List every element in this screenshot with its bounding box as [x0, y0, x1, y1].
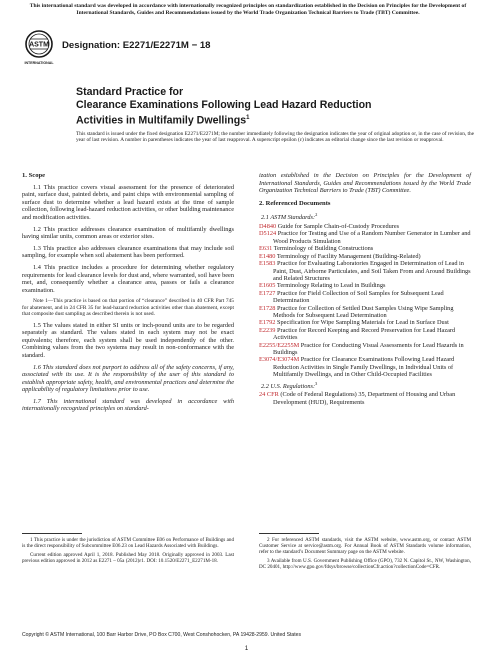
title-line-2: Clearance Examinations Following Lead Hazard Reduction	[76, 99, 372, 111]
reference-item	[259, 223, 471, 230]
designation: Designation: E2271/E2271M − 18	[62, 40, 211, 51]
title-line-3	[76, 112, 476, 128]
footnote-edition: Current edition approved April 1, 2018. Published May 2018. Originally approved in 2003. Last previous edition approved in 2012 as E2271 – 05a (2012)ε1. DOI: 10.1520/E2271_E2271M-18.	[22, 552, 234, 564]
reference-title: Practice for Evaluating Laboratories Engaged in Determination of Lead in Paint, Dust, Airborne Particulates, and Soil Taken From and Around Buildings and Related Structures	[273, 260, 471, 282]
reference-item	[259, 391, 471, 406]
astm-standards-label: 2.1 ASTM Standards:	[261, 214, 316, 222]
reference-item	[259, 290, 471, 305]
reference-title: Practice for Record Keeping and Record Preservation for Lead Hazard Activities	[273, 326, 456, 342]
right-column	[259, 172, 471, 406]
reference-code-link[interactable]: E1605	[259, 282, 276, 290]
reference-title: Practice for Conducting Visual Assessments for Lead Hazards in Buildings	[273, 341, 464, 356]
astm-standards-heading	[259, 211, 471, 222]
reference-code-link[interactable]: E631	[259, 245, 273, 253]
reference-code-link[interactable]: D4840	[259, 223, 277, 231]
note-1: Note 1—This practice is based on that portion of “clearance” described in 40 CFR Part 745 for abatement, and in 24 CFR 35 for lead-hazard reduction activities other than abatement, except that composite dust sampling as described therein is not used.	[22, 298, 234, 318]
reference-title: Practice for Clearance Examinations Following Lead Hazard Reduction Activities in Single Family Dwellings, in Individual Units of Multifamily Dwellings, and in Other Child-Occupied Facilities	[273, 356, 455, 379]
reference-item	[259, 253, 471, 260]
reference-title: Practice for Collection of Settled Dust Samples Using Wipe Sampling Methods for Subsequent Lead Determination	[273, 304, 454, 319]
paragraph-1-7-continued: ization established in the Decision on Principles for the Development of International Standards, Guides and Recommendations issued by the World Trade Organization Technical Barriers to Trade (TBT) Committee.	[259, 172, 471, 195]
reference-item	[259, 319, 471, 326]
astm-footnote-mark: 2	[315, 212, 318, 218]
referenced-documents-heading: 2. Referenced Documents	[259, 199, 331, 207]
footnote-rule-left	[22, 533, 82, 534]
reference-title: Guide for Sample Chain-of-Custody Procedures	[276, 223, 400, 231]
footnote-2: 2 For referenced ASTM standards, visit the ASTM website, www.astm.org, or contact ASTM Customer Service at service@astm.org. For Annual Book of ASTM Standards volume information, refer to the standard’s Document Summary page on the ASTM website.	[259, 537, 471, 555]
reference-code-link[interactable]: E1727	[259, 289, 276, 297]
page-number: 1	[244, 645, 249, 652]
reference-item	[259, 260, 471, 282]
footnote-3: 3 Available from U.S. Government Publishing Office (GPO), 732 N. Capitol St., NW, Washington, DC 20401, http://www.gpo.gov/fdsys/browse/collectionCfr.action?collectionCode=CFR.	[259, 558, 471, 570]
reference-title: Terminology Relating to Lead in Buildings	[275, 282, 386, 290]
us-regulations-label: 2.2 U.S. Regulations:	[261, 382, 316, 390]
reference-code-link[interactable]: E1728	[259, 304, 276, 312]
astm-reference-list	[259, 223, 471, 379]
paragraph-1-2: 1.2 This practice addresses clearance examination of multifamily dwellings having similar units, common areas or exterior sites.	[22, 225, 234, 241]
paragraph-1-1: 1.1 This practice covers visual assessment for the presence of deteriorated paint, surface dust, painted debris, and paint chips with environmental sampling of surface dust to determine whether a lead hazard exists at the time of sample collection, following lead-hazard reduction activities, or other building maintenance and modification activities.	[22, 183, 234, 221]
paragraph-1-4: 1.4 This practice includes a procedure for determining whether regulatory requirements for lead clearance levels for dust and, where warranted, soil have been met, and, consequently whether a clearance area, passes or fails a clearance examination.	[22, 263, 234, 294]
us-reference-list	[259, 391, 471, 406]
paragraph-1-3: 1.3 This practice also addresses clearance examinations that may include soil sampling, for example when soil abatement has been performed.	[22, 244, 234, 260]
wto-notice: This international standard was developed in accordance with internationally recognized principles on standardization established in the Decision on Principles for the Development of International Standards, Guides and Recommendations issued by the World Trade Organization Technical Barriers to Trade (TBT) Committee.	[29, 3, 467, 16]
copyright-line: Copyright © ASTM International, 100 Barr Harbor Drive, PO Box C700, West Conshohocken, PA 19428-2959. United States	[22, 632, 302, 638]
logo-caption: INTERNATIONAL	[24, 61, 54, 65]
footnotes-left	[22, 537, 234, 567]
reference-code-link[interactable]: E1480	[259, 252, 276, 260]
reference-item	[259, 305, 471, 320]
paragraph-1-7: 1.7 This international standard was developed in accordance with internationally recognized principles on standard-	[22, 397, 234, 413]
title-line-3-text: Activities in Multifamily Dwellings	[76, 114, 247, 127]
reference-code-link[interactable]: 24 CFR	[259, 391, 279, 399]
reference-item	[259, 327, 471, 342]
title-footnote-mark: 1	[246, 115, 250, 121]
reference-item	[259, 342, 471, 357]
reference-title: Specification for Wipe Sampling Materials for Lead in Surface Dust	[275, 319, 449, 327]
scope-heading: 1. Scope	[22, 172, 46, 179]
paragraph-1-5: 1.5 The values stated in either SI units or inch-pound units are to be regarded separately as standard. The values stated in each system may not be exact equivalents; therefore, each system shall be used independently of the other. Combining values from the two systems may result in non-conformance with the standard.	[22, 321, 234, 359]
left-column	[22, 172, 234, 417]
document-title	[76, 86, 476, 128]
us-footnote-mark: 3	[315, 380, 318, 386]
reference-item	[259, 282, 471, 289]
paragraph-1-6: 1.6 This standard does not purport to address all of the safety concerns, if any, associated with its use. It is the responsibility of the user of this standard to establish appropriate safety, health, and environmental practices and determine the applicability of regulatory limitations prior to use.	[22, 363, 234, 394]
reference-title: (Code of Federal Regulations) 35, Department of Housing and Urban Development (HUD), Requirements	[273, 391, 456, 406]
footnote-1: 1 This practice is under the jurisdiction of ASTM Committee E06 on Performance of Buildings and is the direct responsibility of Subcommittee E06.23 on Lead Hazards Associated with Buildings.	[22, 537, 234, 549]
reference-title: Terminology of Facility Management (Building-Related)	[275, 252, 421, 260]
reference-code-link[interactable]: E3074/E3074M	[259, 356, 300, 364]
astm-logo	[24, 28, 54, 68]
reference-item	[259, 356, 471, 378]
reference-title: Practice for Field Collection of Soil Samples for Subsequent Lead Determination	[273, 289, 444, 305]
footnotes-right	[259, 537, 471, 573]
us-regulations-heading	[259, 380, 471, 391]
footnote-rule-right	[259, 533, 319, 534]
title-line-1: Standard Practice for	[76, 86, 184, 98]
reference-code-link[interactable]: E2255/E2255M	[259, 341, 300, 349]
reference-code-link[interactable]: E1583	[259, 260, 276, 268]
reference-code-link[interactable]: D5124	[259, 230, 277, 238]
svg-text:ASTM: ASTM	[29, 41, 49, 49]
reference-code-link[interactable]: E1792	[259, 319, 276, 327]
issuance-statement: This standard is issued under the fixed designation E2271/E2271M; the number immediately following the designation indicates the year of original adoption or, in the case of revision, the year of last revision. A number in parentheses indicates the year of last reapproval. A superscript epsilon (ε) indicates an editorial change since the last revision or reapproval.	[76, 131, 474, 144]
reference-item	[259, 245, 471, 252]
reference-title: Practice for Testing and Use of a Random Number Generator in Lumber and Wood Products Simulation	[273, 230, 471, 245]
reference-code-link[interactable]: E2239	[259, 326, 276, 334]
reference-item	[259, 230, 471, 245]
reference-title: Terminology of Building Constructions	[272, 245, 374, 253]
astm-logo-icon	[24, 28, 54, 68]
